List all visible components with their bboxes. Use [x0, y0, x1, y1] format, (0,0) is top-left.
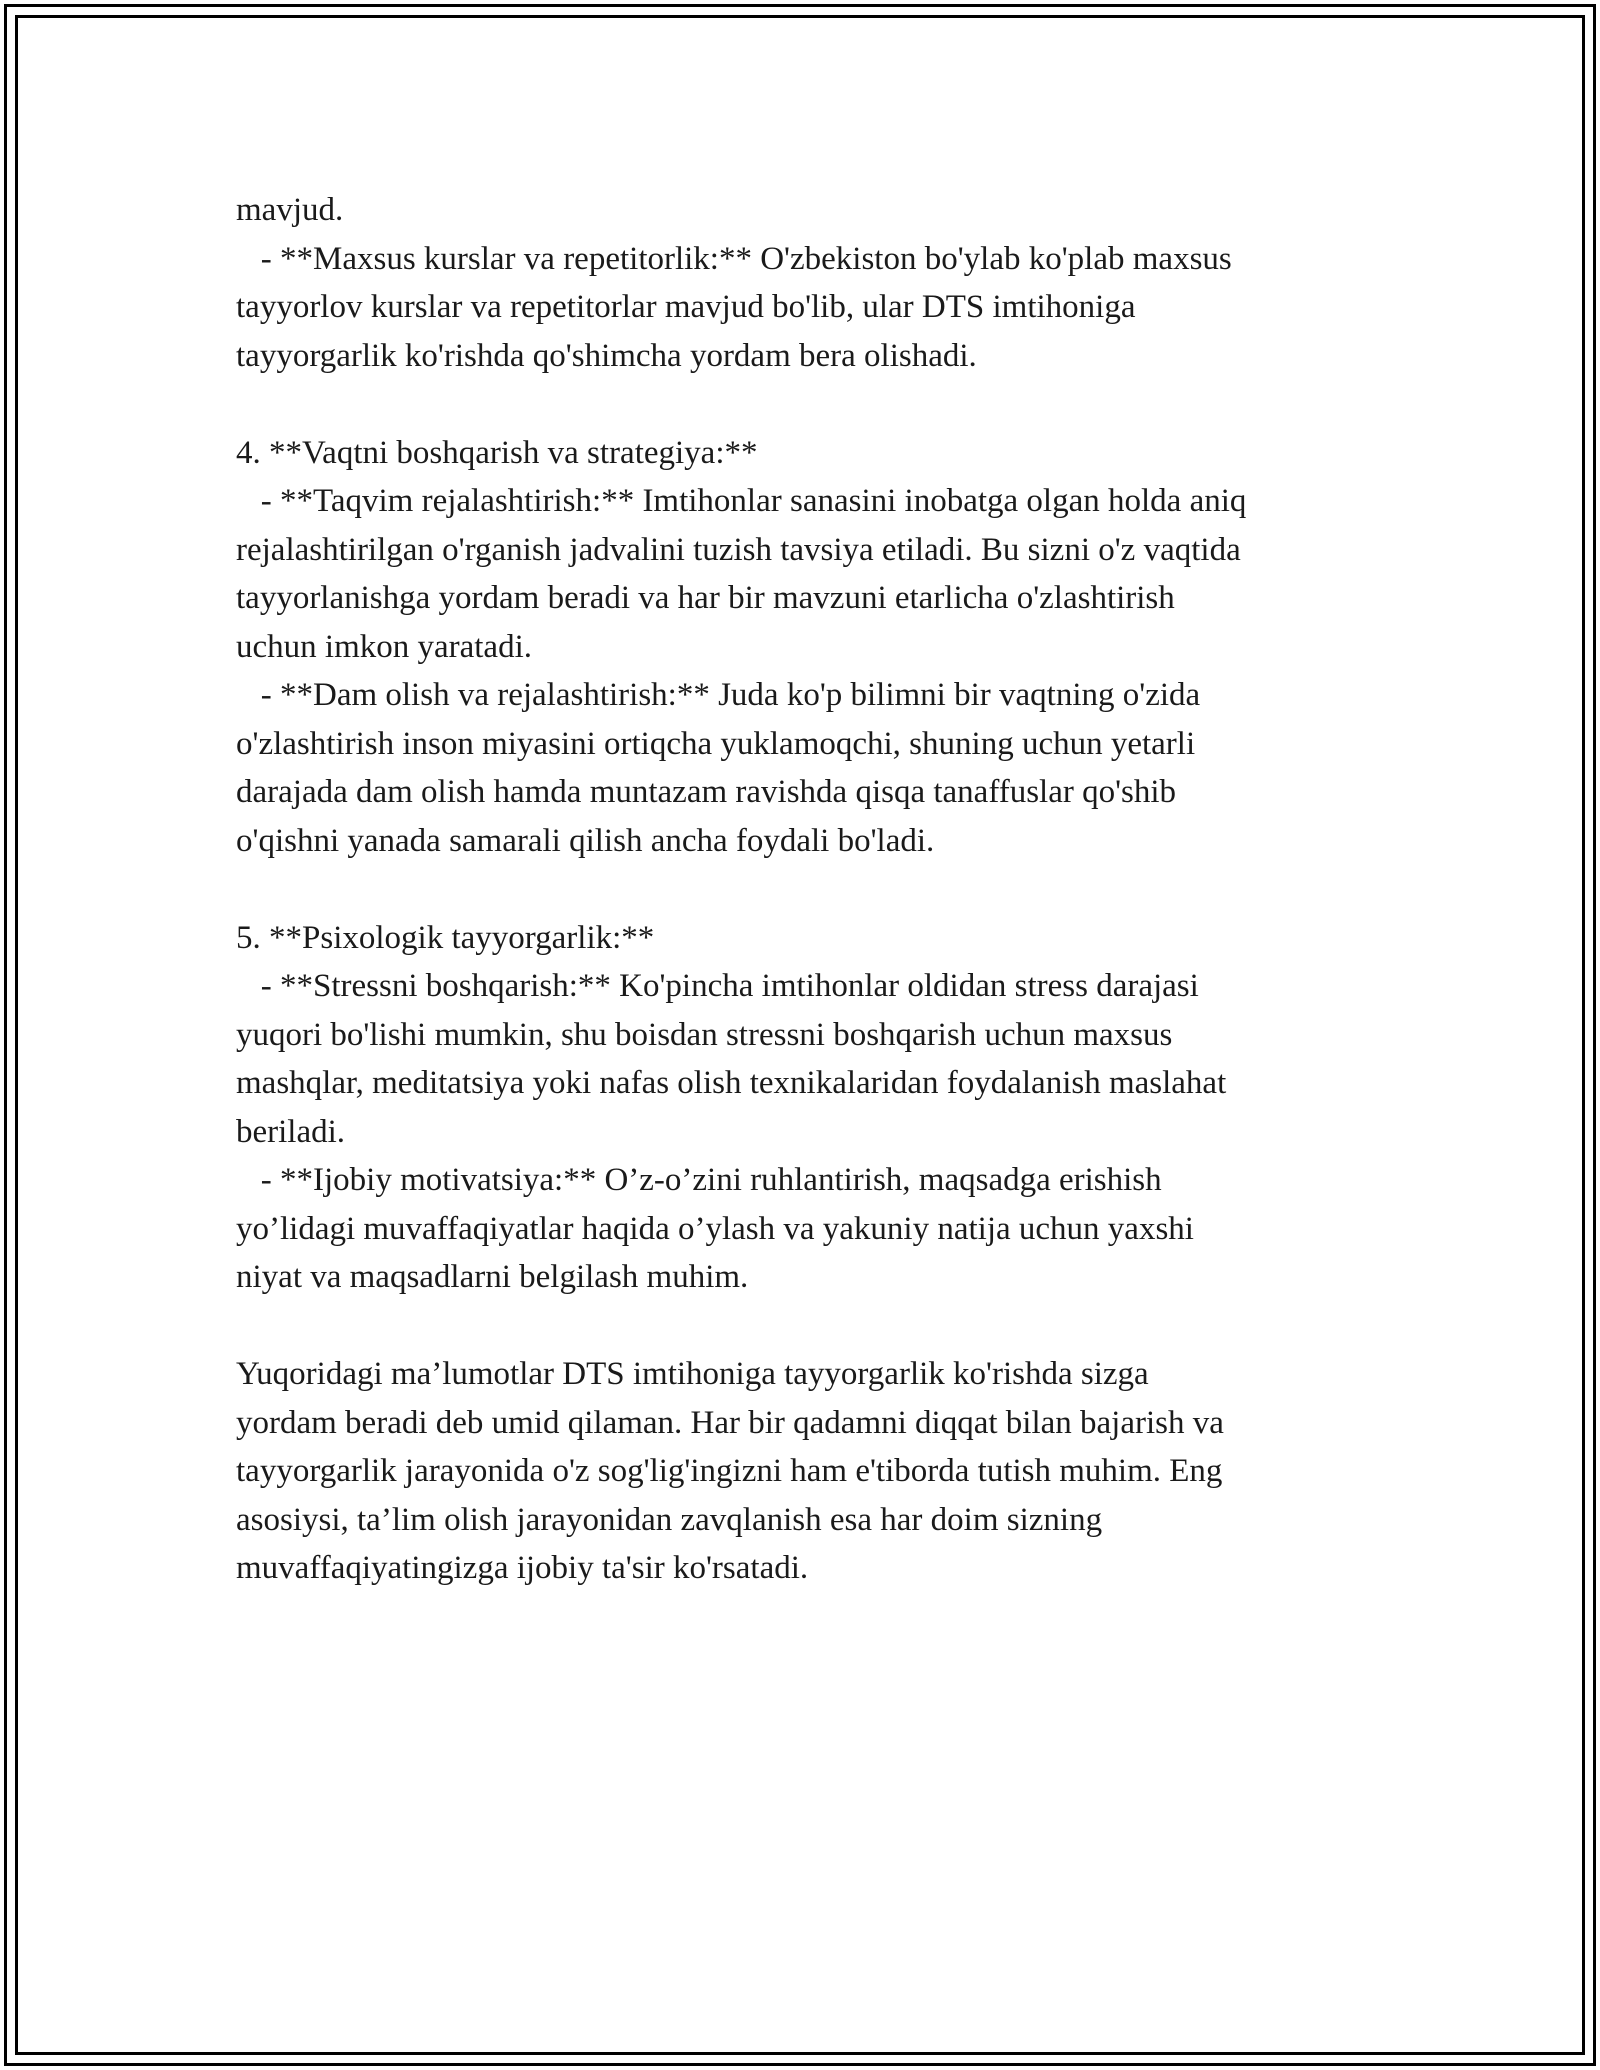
text-line: muvaffaqiyatingizga ijobiy ta'sir ko'rsatadi. [236, 1550, 809, 1586]
text-line: o'qishni yanada samarali qilish ancha foydali bo'ladi. [236, 822, 935, 859]
text-line: - **Taqvim rejalashtirish:** Imtihonlar sanasini inobatga olgan holda aniq [236, 483, 1247, 519]
text-line: uchun imkon yaratadi. [236, 628, 533, 665]
text-line: tayyorgarlik ko'rishda qo'shimcha yordam bera olishadi. [236, 337, 977, 374]
section-heading: 4. **Vaqtni boshqarish va strategiya:** [236, 434, 758, 471]
text-line: mavjud. [236, 192, 344, 228]
text-line: niyat va maqsadlarni belgilash muhim. [236, 1259, 749, 1295]
document-body [236, 186, 1386, 1593]
text-line: - **Maxsus kurslar va repetitorlik:** O'zbekiston bo'ylab ko'plab maxsus [236, 240, 1232, 277]
text-line: yordam beradi deb umid qilaman. Har bir qadamni diqqat bilan bajarish va [236, 1404, 1224, 1441]
section-courses-continued [236, 186, 1386, 380]
text-line: - **Stressni boshqarish:** Ko'pincha imtihonlar oldidan stress darajasi [236, 968, 1199, 1004]
text-line: yo’lidagi muvaffaqiyatlar haqida o’ylash va yakuniy natija uchun yaxshi [236, 1210, 1194, 1247]
text-line: tayyorlov kurslar va repetitorlar mavjud bo'lib, ular DTS imtihoniga [236, 289, 1136, 325]
paragraph-gap [236, 380, 1386, 429]
text-line: tayyorgarlik jarayonida o'z sog'lig'ingizni ham e'tiborda tutish muhim. Eng [236, 1453, 1223, 1489]
text-line: rejalashtirilgan o'rganish jadvalini tuzish tavsiya etiladi. Bu sizni o'z vaqtida [236, 531, 1241, 568]
text-line: - **Dam olish va rejalashtirish:** Juda ko'p bilimni bir vaqtning o'zida [236, 677, 1201, 713]
section-conclusion [236, 1350, 1386, 1593]
paragraph-gap [236, 865, 1386, 914]
section-time-management [236, 429, 1386, 866]
text-line: - **Ijobiy motivatsiya:** O’z-o’zini ruhlantirish, maqsadga erishish [236, 1162, 1162, 1198]
text-line: darajada dam olish hamda muntazam ravishda qisqa tanaffuslar qo'shib [236, 774, 1177, 810]
paragraph-gap [236, 1302, 1386, 1351]
text-line: yuqori bo'lishi mumkin, shu boisdan stressni boshqarish uchun maxsus [236, 1016, 1173, 1053]
section-heading: 5. **Psixologik tayyorgarlik:** [236, 919, 655, 956]
text-line: Yuqoridagi ma’lumotlar DTS imtihoniga tayyorgarlik ko'rishda sizga [236, 1356, 1149, 1392]
text-line: beriladi. [236, 1113, 346, 1150]
text-line: tayyorlanishga yordam beradi va har bir mavzuni etarlicha o'zlashtirish [236, 580, 1175, 616]
text-line: o'zlashtirish inson miyasini ortiqcha yuklamoqchi, shuning uchun yetarli [236, 725, 1196, 762]
text-line: asosiysi, ta’lim olish jarayonidan zavqlanish esa har doim sizning [236, 1501, 1103, 1538]
section-psychological-prep [236, 914, 1386, 1302]
text-line: mashqlar, meditatsiya yoki nafas olish texnikalaridan foydalanish maslahat [236, 1065, 1227, 1101]
